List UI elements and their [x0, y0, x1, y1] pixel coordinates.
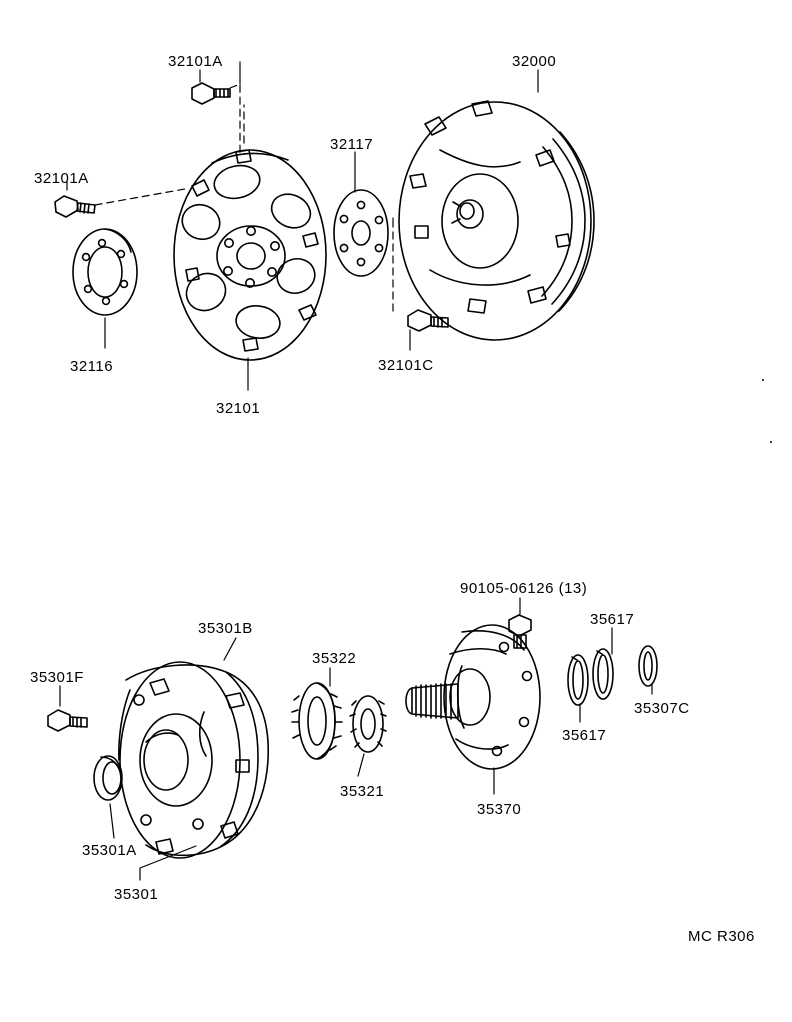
- part-label-90105-06126: 90105-06126 (13): [460, 580, 588, 597]
- part-32101A-bolt-left: [55, 196, 95, 217]
- part-label-35301: 35301: [114, 886, 159, 903]
- part-32101C-bolt: [408, 310, 448, 331]
- part-label-35301B: 35301B: [198, 620, 253, 637]
- part-32101-drive-plate: [174, 150, 326, 360]
- part-label-35301F: 35301F: [30, 669, 84, 686]
- part-label-32000: 32000: [512, 53, 557, 70]
- part-label-32116: 32116: [70, 358, 114, 375]
- part-32101A-bolt-top: [192, 83, 230, 104]
- part-label-35321: 35321: [340, 783, 385, 800]
- part-label-35617-bottom: 35617: [562, 727, 607, 744]
- part-35301-oil-pump-body: [119, 662, 268, 858]
- registration-dot-upper: [762, 379, 764, 381]
- part-35301A-oil-seal: [94, 756, 122, 800]
- diagram-sheet-code: MC R306: [688, 928, 755, 945]
- part-label-32117: 32117: [330, 136, 374, 153]
- part-label-35322: 35322: [312, 650, 357, 667]
- part-label-32101C: 32101C: [378, 357, 434, 374]
- part-35307C-ring: [639, 646, 657, 686]
- part-label-35301A: 35301A: [82, 842, 137, 859]
- part-32000-torque-converter: [399, 101, 594, 340]
- part-label-35617-top: 35617: [590, 611, 635, 628]
- part-35322-drive-gear: [292, 683, 342, 759]
- part-35301F-bolt: [48, 710, 87, 731]
- registration-dot-lower: [770, 441, 772, 443]
- part-label-32101: 32101: [216, 400, 261, 417]
- part-label-35370: 35370: [477, 801, 522, 818]
- part-35617-seal-rings: [568, 649, 613, 705]
- part-label-35307C: 35307C: [634, 700, 690, 717]
- part-35321-driven-gear: [350, 696, 386, 752]
- part-32117-washer-plate: [334, 190, 388, 276]
- part-35370-stator-shaft: [406, 625, 540, 769]
- part-label-32101A-top: 32101A: [168, 53, 223, 70]
- part-label-32101A-left: 32101A: [34, 170, 89, 187]
- part-90105-bolt: [509, 615, 531, 648]
- part-32116-spacer: [73, 229, 137, 315]
